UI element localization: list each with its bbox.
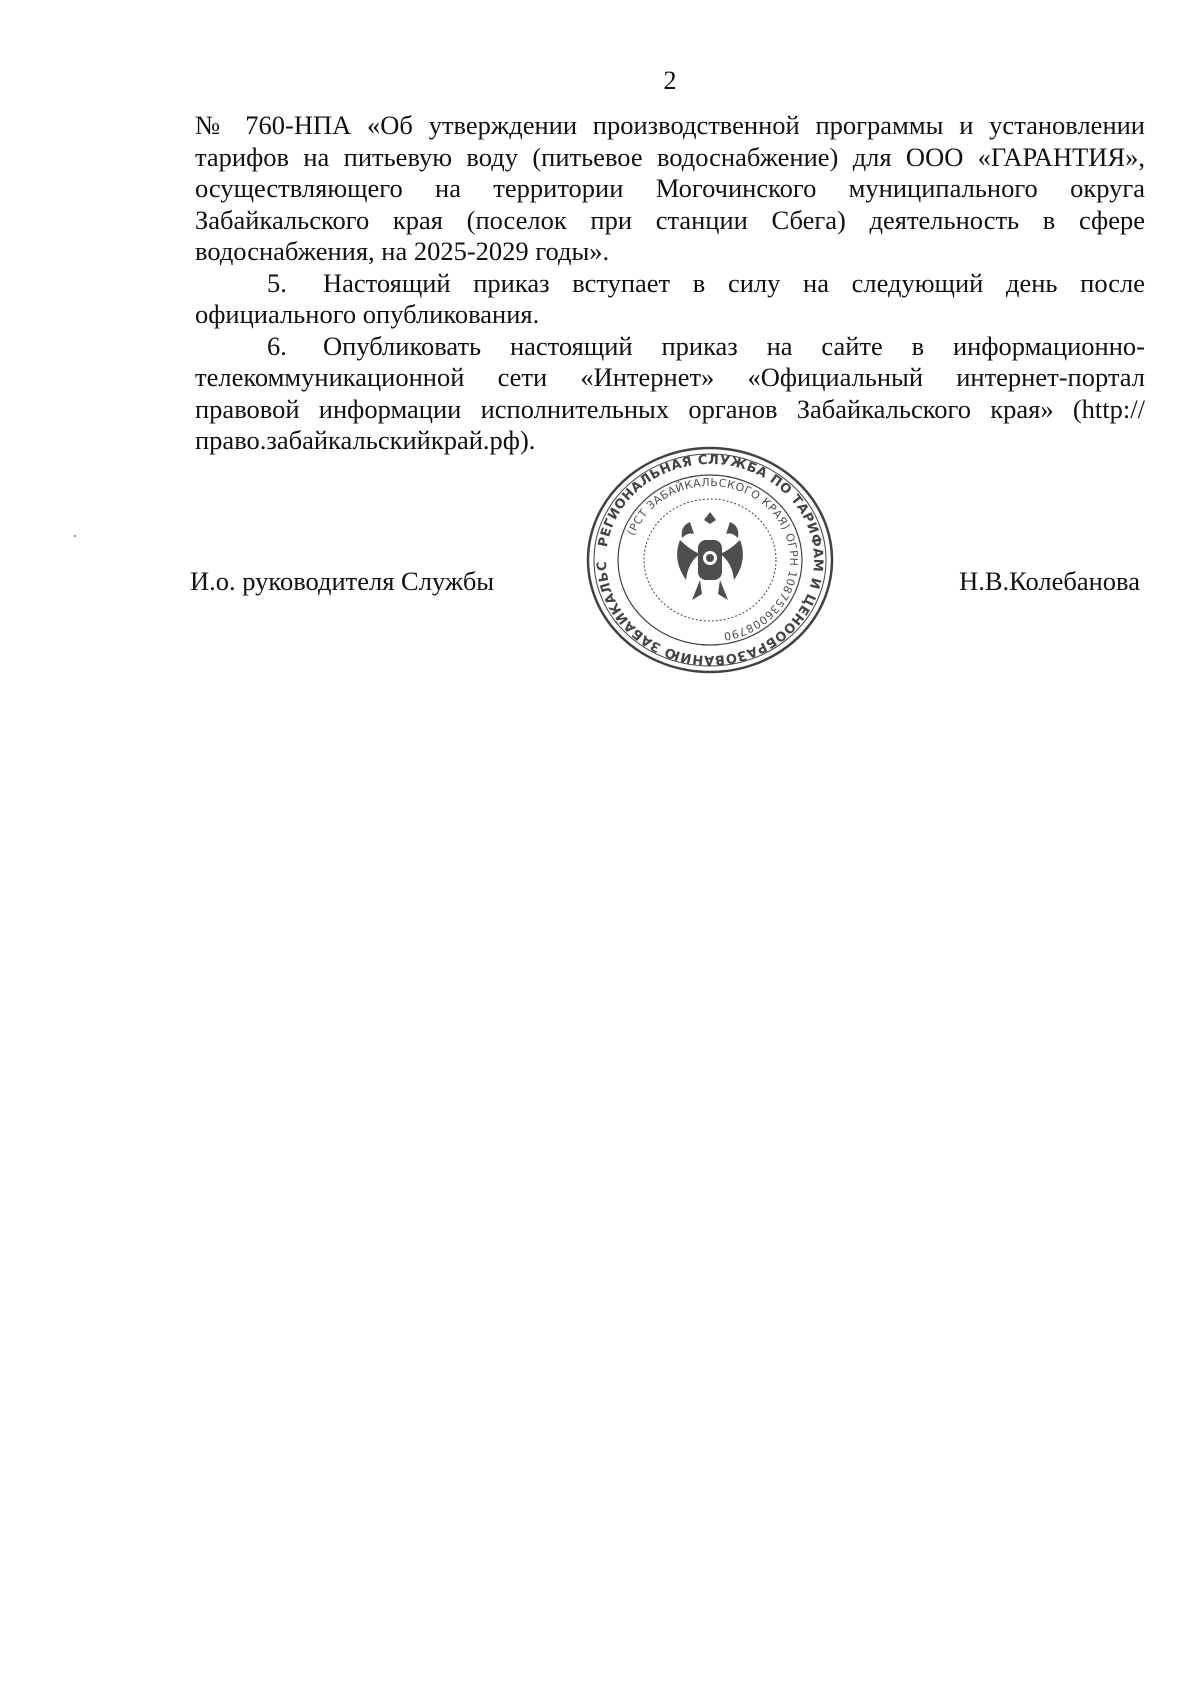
double-headed-eagle-emblem	[677, 512, 743, 600]
paragraph-continuation: № 760-НПА «Об утверждении производственной программы и установлении тарифов на питьевую воду (питьевое водоснабжение) для ООО «ГАРАНТИЯ», осуществляющего на территории Могочинского муниципального округа Забайкальского края (поселок при станции Сбега) деятельность в сфере водоснабжения, на 2025-2029 годы».	[195, 110, 1145, 266]
svg-text:(РСТ ЗАБАЙКАЛЬСКОГО КРАЯ) ОГРН: (РСТ ЗАБАЙКАЛЬСКОГО КРАЯ) ОГРН 1087536008790	[624, 475, 801, 643]
seal-stamp-icon	[580, 440, 840, 680]
item-text: Опубликовать настоящий приказ на сайте в информационно-телекоммуникационной сети «Интернет» «Официальный интернет-портал правовой информации исполнительных органов Забайкальского края» (http://право.забайкальскийкрай.рф).	[195, 330, 1145, 455]
official-seal	[580, 440, 840, 680]
page-number: 2	[663, 66, 677, 95]
paragraph-item-6	[195, 331, 1145, 457]
paragraph-item-5	[195, 268, 1145, 331]
document-body	[195, 110, 1145, 457]
signatory-position: И.о. руководителя Службы	[190, 566, 495, 596]
item-text: Настоящий приказ вступает в силу на следующий день после официального опубликования.	[195, 267, 1145, 329]
item-number: 5.	[267, 267, 287, 298]
svg-text:РЕГИОНАЛЬНАЯ СЛУЖБА ПО ТАРИФАМ: РЕГИОНАЛЬНАЯ СЛУЖБА ПО ТАРИФАМ И ЦЕНООБРАЗОВАНИЮ ЗАБАЙКАЛЬС	[594, 452, 826, 668]
signatory-name: Н.В.Колебанова	[959, 566, 1140, 596]
scan-artifact	[74, 535, 76, 537]
item-number: 6.	[267, 330, 287, 361]
